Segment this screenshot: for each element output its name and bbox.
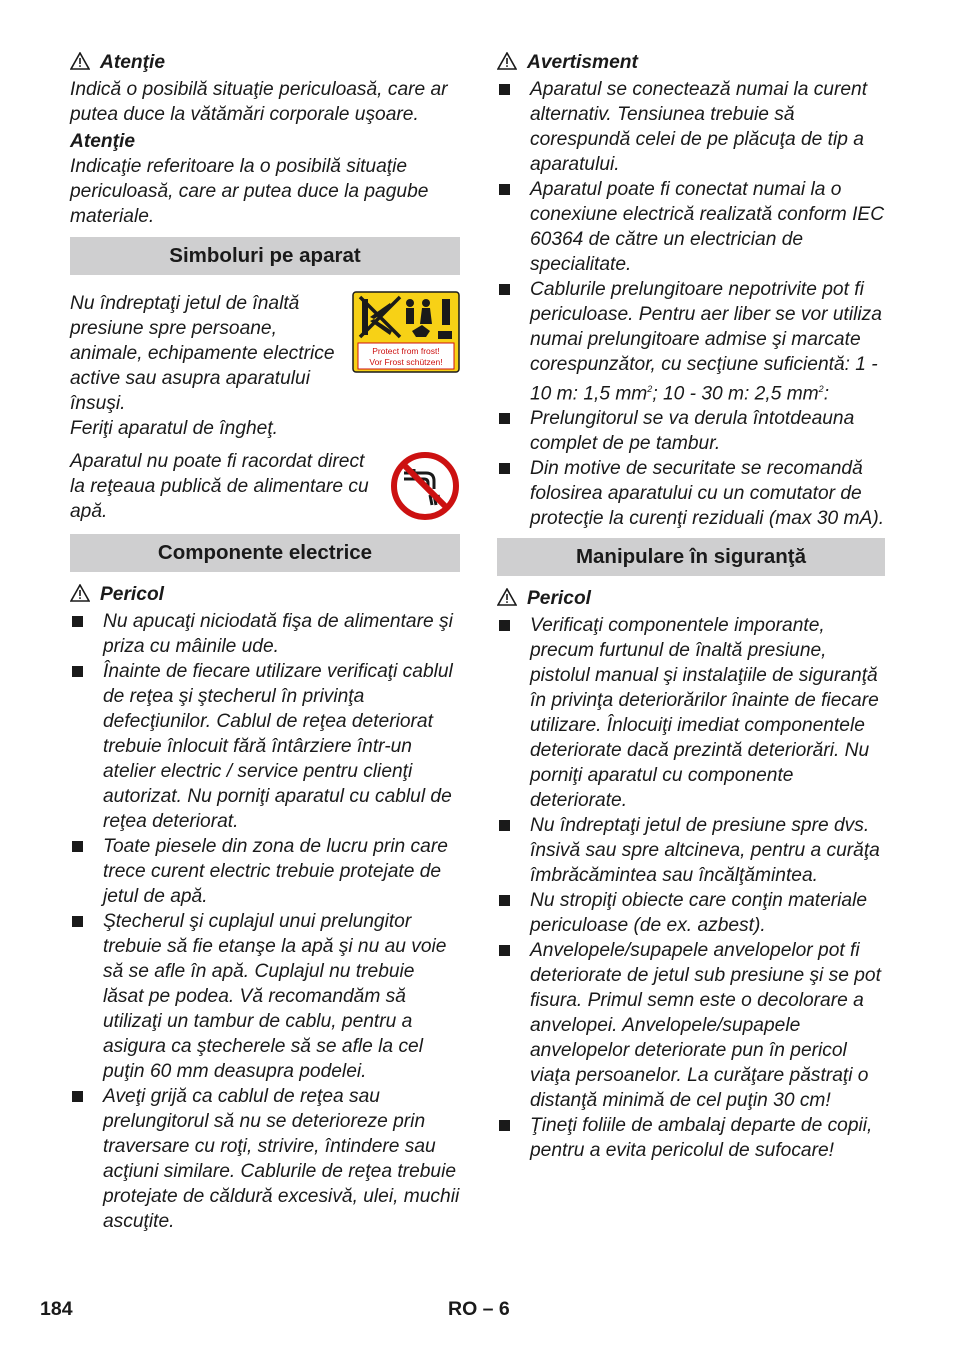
list-item-text: Nu apucaţi niciodată fişa de alimentare şi priza cu mâinile ude. [103, 611, 453, 657]
list-item-text: Ştecherul şi cuplajul unui prelungitor trebuie să fie etanşe la apă şi nu au voie să se afle în apă. Cuplajul nu trebuie lăsat pe podea. Vă recomandăm să utilizaţi un tambur de cablu, pentru a asigura ca ştecherele să se afle la cel puţin 60 mm deasupra podelei. [103, 911, 447, 1082]
list-item [70, 834, 460, 909]
bullet-square-icon [499, 820, 510, 831]
list-item [70, 659, 460, 834]
bullet-square-icon [72, 841, 83, 852]
attention-text-2: Indicaţie referitoare la o posibilă situaţie periculoasă, care ar putea duce la pagube materiale. [70, 156, 429, 227]
superscript: 2 [818, 384, 824, 394]
warning-triangle-icon [497, 52, 519, 77]
superscript: 2 [647, 384, 653, 394]
frost-label-de: Vor Frost schützen! [369, 357, 443, 367]
warning-title: Avertisment [527, 52, 638, 73]
frost-label-en: Protect from frost! [372, 346, 440, 356]
list-item [70, 609, 460, 659]
list-item [70, 1084, 460, 1234]
list-item-text: Înainte de fiecare utilizare verificaţi cablul de reţea şi ştecherul în privinţa defecţiunilor. Cablul de reţea deteriorat trebuie înlocuit fără întârziere într-un atelier electric / service pentru clienţi autorizat. Nu porniţi aparatul cu cablul de reţea deteriorat. [103, 661, 453, 832]
list-item [497, 177, 885, 277]
bullet-square-icon [499, 463, 510, 474]
danger-heading [70, 582, 460, 609]
list-item [497, 888, 885, 938]
symbols-block [70, 291, 460, 416]
warning-triangle-icon [497, 588, 519, 613]
section-reference: RO – 6 [448, 1298, 510, 1320]
no-mains-text: Aparatul nu poate fi racordat direct la reţeaua publică de alimentare cu apă. [70, 451, 369, 522]
danger-title: Pericol [527, 588, 591, 610]
list-item [497, 277, 885, 406]
list-item [497, 613, 885, 813]
attention-heading [70, 50, 460, 77]
list-item [497, 406, 885, 456]
bullet-square-icon [72, 666, 83, 677]
bullet-square-icon [499, 184, 510, 195]
bullet-square-icon [72, 916, 83, 927]
attention-title: Atenţie [100, 52, 166, 73]
list-item-text: Ţineţi foliile de ambalaj departe de copii, pentru a evita pericolul de sufocare! [530, 1115, 873, 1162]
list-item-text: ; 10 - 30 m: 2,5 mm [652, 383, 819, 405]
bullet-square-icon [499, 945, 510, 956]
list-item [497, 1113, 885, 1163]
list-item-text: Verificaţi componentele imporante, precum furtunul de înaltă presiune, pistolul manual şi instalaţiile de siguranţă în privinţa deteriorărilor înainte de fiecare utilizare. Înlocuiţi imediat componentele deteriorate dacă prezintă deteriorări. Nu porniţi aparatul cu componente deteriorate. [530, 615, 879, 812]
jet-warning-frost-label [352, 291, 460, 373]
attention-heading-2: Atenţie [70, 131, 136, 152]
list-item-text: Toate piesele din zona de lucru prin care trece curent electric trebuie protejate de jetul de apă. [103, 836, 448, 907]
list-item-text: Prelungitorul se va derula întotdeauna complet de pe tambur. [530, 408, 855, 455]
bullet-square-icon [499, 895, 510, 906]
list-item-text: Anvelopele/supapele anvelopelor pot fi deteriorate de jetul sub presiune şi se pot fisura. Primul semn este o decolorare a anvelopei. Anvelopele/supapele anvelopelor deteriorate pun în pericol viaţa persoanelor. La curăţare păstraţi o distanţă minimă de cel puţin 30 cm! [530, 940, 881, 1112]
bullet-square-icon [499, 413, 510, 424]
list-item-text: Nu îndreptaţi jetul de presiune spre dvs. însivă sau spre altcineva, pentru a curăţa îmbrăcămintea sau încălţămintea. [530, 815, 880, 887]
symbols-text: Nu îndreptaţi jetul de înaltă presiune spre persoane, animale, echipamente electrice active sau asupra aparatului însuşi. [70, 293, 335, 414]
electric-list [70, 609, 460, 1234]
list-item-text: Aparatul se conectează numai la curent alternativ. Tensiunea trebuie să corespundă celei de pe plăcuţa de tip a aparatului. [530, 79, 868, 175]
list-item-text: Din motive de securitate se recomandă folosirea aparatului cu un comutator de protecţie la curenţi reziduali (max 30 mA). [530, 458, 885, 530]
danger-title: Pericol [100, 584, 164, 605]
warning-heading [497, 50, 885, 77]
warning-list [497, 77, 885, 531]
list-item-text: : [823, 383, 830, 405]
bullet-square-icon [499, 84, 510, 95]
left-column [70, 50, 460, 1234]
bullet-square-icon [72, 616, 83, 627]
frost-text: Feriţi aparatul de îngheţ. [70, 418, 278, 439]
list-item-text: Cablurile prelungitoare nepotrivite pot fi periculoase. Pentru aer liber se vor utiliza numai prelungitoare admise şi marcate corespunzător, cu secţiune suficientă: 1 - 10 m: 1,5 mm [530, 279, 882, 405]
bullet-square-icon [499, 1120, 510, 1131]
page-number: 184 [40, 1298, 73, 1320]
bullet-square-icon [499, 620, 510, 631]
warning-triangle-icon [70, 52, 92, 77]
list-item-text: Aveţi grijă ca cablul de reţea sau prelungitorul să nu se deterioreze prin traversare cu roţi, strivire, întindere sau acţiuni similare. Cablurile de reţea trebuie protejate de căldură excesivă, ulei, muchii ascuţite. [103, 1086, 460, 1232]
right-column [497, 50, 885, 1163]
attention-text: Indică o posibilă situaţie periculoasă, care ar putea duce la vătămări corporale uşoare. [70, 79, 448, 125]
section-header-symbols: Simboluri pe aparat [70, 237, 460, 275]
bullet-square-icon [499, 284, 510, 295]
warning-triangle-icon [70, 584, 92, 609]
bullet-square-icon [72, 1091, 83, 1102]
list-item [497, 938, 885, 1113]
no-mains-block [70, 449, 460, 524]
list-item [70, 909, 460, 1084]
list-item [497, 77, 885, 177]
no-direct-water-connection-icon [390, 451, 460, 521]
list-item [497, 813, 885, 888]
danger-heading [497, 586, 885, 613]
list-item-text: Aparatul poate fi conectat numai la o conexiune electrică realizată conform IEC 60364 de către un electrician de specialitate. [530, 179, 885, 275]
section-header-electric: Componente electrice [70, 534, 460, 572]
section-header-safe-handling: Manipulare în siguranţă [497, 538, 885, 576]
list-item [497, 456, 885, 531]
safe-handling-list [497, 613, 885, 1163]
list-item-text: Nu stropiţi obiecte care conţin materiale periculoase (de ex. azbest). [530, 890, 868, 937]
